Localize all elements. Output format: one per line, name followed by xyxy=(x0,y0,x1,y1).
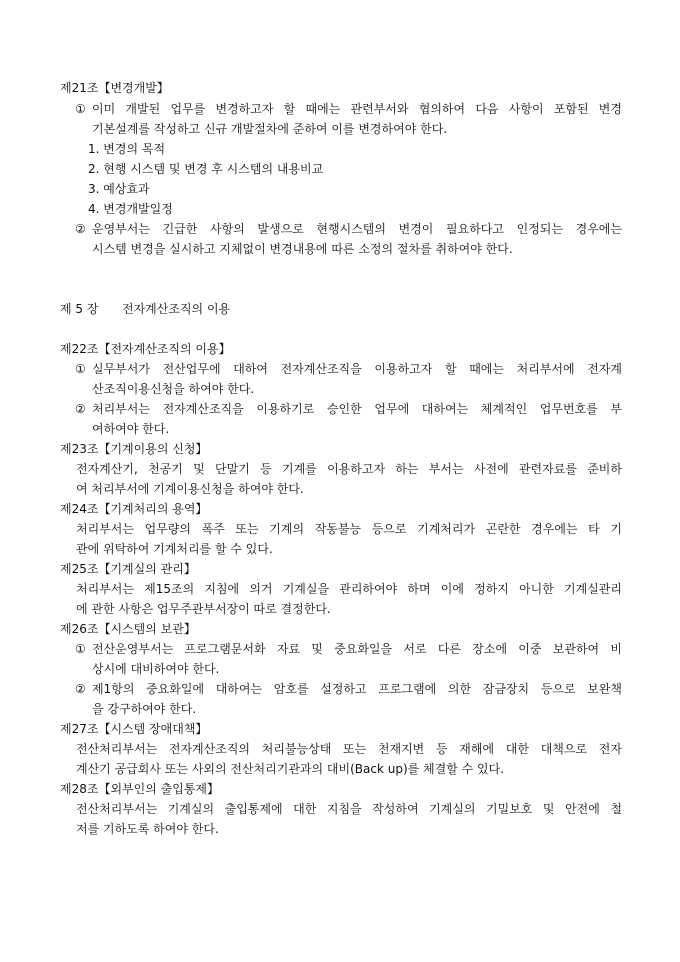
article-22-para-1-line-2: 산조직이용신청을 하여야 한다. xyxy=(92,382,255,396)
article-24-line-2: 관에 위탁하여 기계처리를 할 수 있다. xyxy=(76,542,273,556)
article-21-heading: 제21조【변경개발】 xyxy=(60,81,169,95)
article-26-para-1-line-1: 전산운영부서는 프로그램문서화 자료 및 중요화일을 서로 다른 장소에 이중 보관하여 비 xyxy=(92,642,622,656)
article-28-line-2: 저를 기하도록 하여야 한다. xyxy=(76,822,219,836)
article-26-para-1-marker: ① xyxy=(75,642,86,656)
article-22-para-2-line-2: 여하여야 한다. xyxy=(92,422,170,436)
article-21-item-4: 4. 변경개발일정 xyxy=(88,202,173,216)
chapter-5-label: 제 5 장 xyxy=(60,302,99,316)
article-23-line-1: 전자계산기, 천공기 및 단말기 등 기계를 이용하고자 하는 부서는 사전에 관련자료를 준비하 xyxy=(76,462,622,476)
article-22-heading: 제22조【전자계산조직의 이용】 xyxy=(60,342,231,356)
article-22-para-2-marker: ② xyxy=(75,402,86,416)
article-25-line-2: 에 관한 사항은 업무주관부서장이 따로 결정한다. xyxy=(76,602,331,616)
article-26-para-2-marker: ② xyxy=(75,682,86,696)
article-21-para-2-marker: ② xyxy=(75,222,86,236)
article-27-heading: 제27조【시스템 장애대책】 xyxy=(60,722,208,736)
article-23-line-2: 여 처리부서에 기계이용신청을 하여야 한다. xyxy=(76,482,304,496)
article-22-para-1-marker: ① xyxy=(75,362,86,376)
article-21-para-1-marker: ① xyxy=(75,102,86,116)
article-23-heading: 제23조【기계이용의 신청】 xyxy=(60,442,208,456)
article-22-para-1-line-1: 실무부서가 전산업무에 대하여 전자계산조직을 이용하고자 할 때에는 처리부서에 전자계 xyxy=(92,362,622,376)
article-21-para-1-line-2: 기본설계를 작성하고 신규 개발절차에 준하여 이를 변경하여야 한다. xyxy=(92,122,448,136)
article-26-para-1-line-2: 상시에 대비하여야 한다. xyxy=(92,662,220,676)
article-21-item-2: 2. 현행 시스템 및 변경 후 시스템의 내용비교 xyxy=(88,162,324,176)
article-22-para-2-line-1: 처리부서는 전자계산조직을 이용하기로 승인한 업무에 대하여는 체계적인 업무번호를 부 xyxy=(92,402,622,416)
article-21-item-1: 1. 변경의 목적 xyxy=(88,142,166,156)
article-26-para-2-line-2: 을 강구하여야 한다. xyxy=(92,702,197,716)
article-26-para-2-line-1: 제1항의 중요화일에 대하여는 암호를 설정하고 프로그램에 의한 잠금장치 등으로 보완책 xyxy=(92,682,622,696)
article-21-para-2-line-2: 시스템 변경을 실시하고 지체없이 변경내용에 따른 소정의 절차를 취하여야 한다. xyxy=(92,242,513,256)
article-21-item-3: 3. 예상효과 xyxy=(88,182,150,196)
article-28-heading: 제28조【외부인의 출입통제】 xyxy=(60,782,220,796)
article-24-line-1: 처리부서는 업무량의 폭주 또는 기계의 작동불능 등으로 기계처리가 곤란한 경우에는 타 기 xyxy=(76,522,622,536)
article-25-line-1: 처리부서는 제15조의 지침에 의거 기계실을 관리하여야 하며 이에 정하지 아니한 기계실관리 xyxy=(76,582,622,596)
article-25-heading: 제25조【기계실의 관리】 xyxy=(60,562,196,576)
article-24-heading: 제24조【기계처리의 용역】 xyxy=(60,502,208,516)
article-27-line-2: 계산기 공급회사 또는 사외의 전산처리기관과의 대비(Back up)를 체결할 수 있다. xyxy=(76,762,505,776)
article-21-para-2-line-1: 운영부서는 긴급한 사항의 발생으로 현행시스템의 변경이 필요하다고 인정되는 경우에는 xyxy=(92,222,622,236)
article-28-line-1: 전산처리부서는 기계실의 출입통제에 대한 지침을 작성하여 기계실의 기밀보호 및 안전에 철 xyxy=(76,802,622,816)
article-26-heading: 제26조【시스템의 보관】 xyxy=(60,622,196,636)
article-21-para-1-line-1: 이미 개발된 업무를 변경하고자 할 때에는 관련부서와 협의하여 다음 사항이 포함된 변경 xyxy=(92,102,622,116)
chapter-5-title: 전자계산조직의 이용 xyxy=(122,302,231,316)
article-27-line-1: 전산처리부서는 전자계산조직의 처리불능상태 또는 천재지변 등 재해에 대한 대책으로 전자 xyxy=(76,742,622,756)
